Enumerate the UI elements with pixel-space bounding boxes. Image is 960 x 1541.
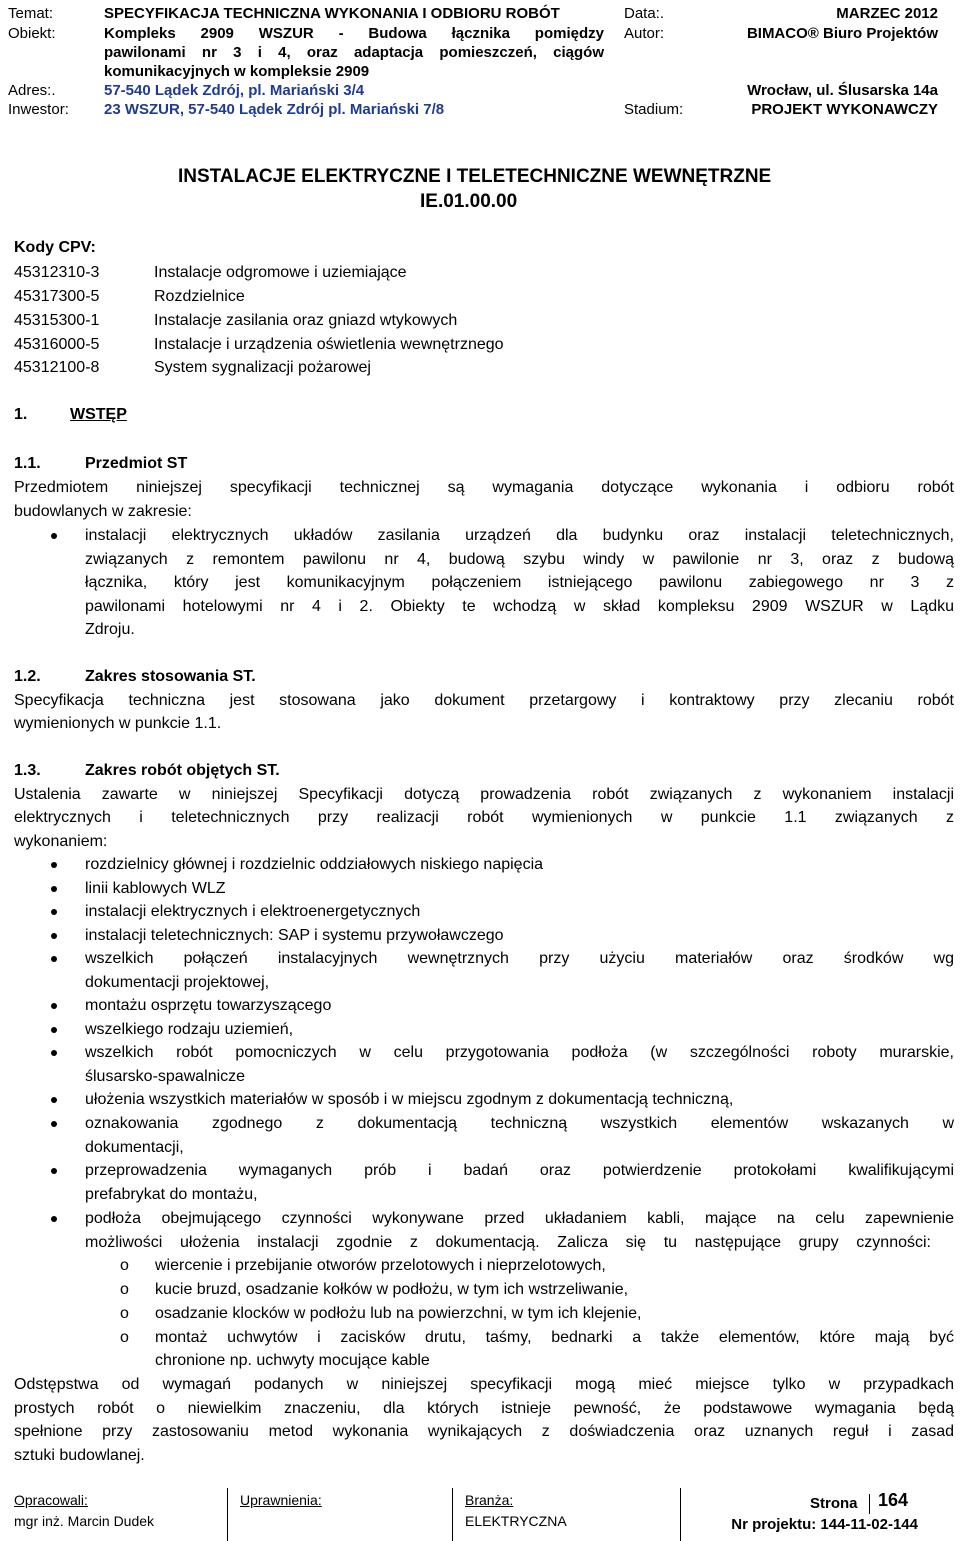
circle-bullet-icon: o: [120, 1305, 129, 1322]
paragraph-line: Przedmiotem niniejszej specyfikacji technicznej są wymagania dotyczące wykonania i odbioru robót: [14, 479, 954, 496]
bullet-line: Zdroju.: [85, 621, 135, 638]
section-1-1-title: Przedmiot ST: [85, 455, 188, 472]
paragraph-line: spełnione przy zastosowaniu metod wykonania wynikających z doświadczenia oraz uznanych reguł i zasad: [14, 1423, 954, 1440]
page-label: Strona: [810, 1495, 858, 1512]
data-label: Data:.: [624, 5, 665, 22]
cpv-heading: Kody CPV:: [14, 239, 96, 256]
inwestor-label: Inwestor:: [8, 101, 69, 118]
section-1-3-title: Zakres robót objętych ST.: [85, 762, 280, 779]
data-value: MARZEC 2012: [836, 5, 938, 22]
cpv-code: 45317300-5: [14, 288, 100, 305]
bullet-icon: [51, 533, 57, 539]
circle-bullet-icon: o: [120, 1257, 129, 1274]
subbullet-line: chronione np. uchwyty mocujące kable: [155, 1352, 430, 1369]
footer-divider: [680, 1488, 681, 1541]
bullet-icon: [51, 1027, 57, 1033]
paragraph-line: prostych robót o niewielkim znaczeniu, dla których istnieje pewność, że podstawowe wymagania będą: [14, 1400, 954, 1417]
bullet-line: wszelkiego rodzaju uziemień,: [85, 1021, 294, 1038]
bullet-line: możliwości ułożenia instalacji zgodnie z dokumentacją. Zalicza się tu następujące grupy czynności:: [85, 1234, 931, 1251]
bullet-icon: [51, 933, 57, 939]
section-1-2-title: Zakres stosowania ST.: [85, 668, 256, 685]
paragraph-line: Ustalenia zawarte w niniejszej Specyfikacji dotyczą prowadzenia robót związanych z wykonaniem instalacji: [14, 786, 954, 803]
temat-value: SPECYFIKACJA TECHNICZNA WYKONANIA I ODBIORU ROBÓT: [104, 5, 560, 22]
obiekt-line-2: pawilonami nr 3 i 4, oraz adaptacja pomieszczeń, ciągów: [104, 44, 604, 61]
paragraph-line: sztuki budowlanej.: [14, 1447, 145, 1464]
footer-divider: [452, 1488, 453, 1541]
cpv-desc: Instalacje i urządzenia oświetlenia wewnętrznego: [154, 336, 504, 353]
bullet-icon: [51, 1216, 57, 1222]
section-1-1-number: 1.1.: [14, 455, 41, 472]
paragraph-line: elektrycznych i teletechnicznych przy realizacji robót wymienionych w punkcie 1.1 związanych z: [14, 809, 954, 826]
cpv-desc: Instalacje zasilania oraz gniazd wtykowych: [154, 312, 458, 329]
obiekt-line-1: Kompleks 2909 WSZUR - Budowa łącznika pomiędzy: [104, 25, 604, 42]
bullet-line: instalacji elektrycznych układów zasilania urządzeń dla budynku oraz instalacji teletechnicznych,: [85, 527, 954, 544]
subbullet-line: wiercenie i przebijanie otworów przelotowych i nieprzelotowych,: [155, 1257, 606, 1274]
obiekt-line-3: komunikacyjnych w kompleksie 2909: [104, 63, 370, 80]
subbullet-line: kucie bruzd, osadzanie kołków w podłożu, w tym ich wstrzeliwanie,: [155, 1281, 629, 1298]
section-1-3-number: 1.3.: [14, 762, 41, 779]
adres-value: 57-540 Lądek Zdrój, pl. Mariański 3/4: [104, 82, 365, 99]
bullet-line: rozdzielnicy głównej i rozdzielnic oddziałowych niskiego napięcia: [85, 856, 544, 873]
bullet-icon: [51, 1050, 57, 1056]
bullet-line: prefabrykat do montażu,: [85, 1186, 258, 1203]
stadium-value: PROJEKT WYKONAWCZY: [751, 101, 938, 118]
footer-divider: [227, 1488, 228, 1541]
stadium-label: Stadium:: [624, 101, 684, 118]
opracowali-label: Opracowali:: [14, 1492, 88, 1508]
paragraph-line: Odstępstwa od wymagań podanych w niniejszej specyfikacji mogą mieć miejsce tylko w przypadkach: [14, 1376, 954, 1393]
bullet-icon: [51, 886, 57, 892]
cpv-desc: Instalacje odgromowe i uziemiające: [154, 264, 407, 281]
subbullet-line: montaż uchwytów i zacisków drutu, taśmy, bednarki a także elementów, które mają być: [155, 1329, 954, 1346]
opracowali-value: mgr inż. Marcin Dudek: [14, 1513, 155, 1529]
uprawnienia-label: Uprawnienia:: [240, 1492, 322, 1508]
temat-label: Temat:: [8, 5, 54, 22]
section-1-number: 1.: [14, 406, 28, 423]
bullet-line: łącznika, który jest komunikacyjnym połączeniem istniejącego pawilonu zabiegowego nr 3 z: [85, 574, 954, 591]
autor-value: BIMACO® Biuro Projektów: [746, 25, 938, 42]
bullet-icon: [51, 1097, 57, 1103]
inwestor-value: 23 WSZUR, 57-540 Lądek Zdrój pl. Mariański 7/8: [104, 101, 445, 118]
bullet-line: wszelkich połączeń instalacyjnych wewnętrznych przy użyciu materiałów oraz środków wg: [85, 950, 954, 967]
circle-bullet-icon: o: [120, 1281, 129, 1298]
bullet-line: oznakowania zgodnego z dokumentacją techniczną wszystkich elementów wskazanych w: [85, 1115, 954, 1132]
bullet-line: wszelkich robót pomocniczych w celu przygotowania podłoża (w szczególności roboty murarskie,: [85, 1044, 954, 1061]
paragraph-line: wykonaniem:: [14, 833, 108, 850]
bullet-line: ślusarsko-spawalnicze: [85, 1068, 246, 1085]
cpv-code: 45312100-8: [14, 359, 100, 376]
bullet-icon: [51, 1168, 57, 1174]
obiekt-label: Obiekt:: [8, 25, 56, 42]
bullet-line: ułożenia wszystkich materiałów w sposób i w miejscu zgodnym z dokumentacją techniczną,: [85, 1091, 734, 1108]
branza-label: Branża:: [465, 1492, 514, 1508]
bullet-icon: [51, 1121, 57, 1127]
bullet-line: podłoża obejmującego czynności wykonywane przed układaniem kabli, mające na celu zapewnienie: [85, 1210, 954, 1227]
bullet-line: linii kablowych WLZ: [85, 880, 226, 897]
bullet-icon: [51, 862, 57, 868]
section-1-title: WSTĘP: [70, 406, 127, 423]
document-title: INSTALACJE ELEKTRYCZNE I TELETECHNICZNE WEWNĘTRZNE: [178, 166, 772, 187]
project-number: Nr projektu: 144-11-02-144: [731, 1516, 918, 1533]
bullet-line: związanych z remontem pawilonu nr 4, budową szybu windy w pawilonie nr 3, oraz z budową: [85, 551, 954, 568]
subbullet-line: osadzanie klocków w podłożu lub na powierzchni, w tym ich klejenie,: [155, 1305, 642, 1322]
bullet-line: przeprowadzenia wymaganych prób i badań oraz potwierdzenie protokołami kwalifikującymi: [85, 1162, 954, 1179]
autor-label: Autor:: [624, 25, 665, 42]
paragraph-line: Specyfikacja techniczna jest stosowana jako dokument przetargowy i kontraktowy przy zlecaniu robót: [14, 692, 954, 709]
branza-value: ELEKTRYCZNA: [465, 1513, 567, 1529]
cpv-desc: System sygnalizacji pożarowej: [154, 359, 371, 376]
bullet-line: instalacji elektrycznych i elektroenergetycznych: [85, 903, 421, 920]
cpv-desc: Rozdzielnice: [154, 288, 245, 305]
autor-city: Wrocław, ul. Ślusarska 14a: [747, 82, 938, 99]
section-1-2-number: 1.2.: [14, 668, 41, 685]
paragraph-line: wymienionych w punkcie 1.1.: [14, 715, 222, 732]
bullet-line: pawilonami hotelowymi nr 4 i 2. Obiekty te wchodzą w skład kompleksu 2909 WSZUR w Lądku: [85, 598, 954, 615]
bullet-line: instalacji teletechnicznych: SAP i systemu przywoławczego: [85, 927, 504, 944]
bullet-line: montażu osprzętu towarzyszącego: [85, 997, 332, 1014]
cpv-code: 45316000-5: [14, 336, 100, 353]
document-code: IE.01.00.00: [420, 191, 518, 212]
bullet-icon: [51, 1003, 57, 1009]
page-number: 164: [878, 1490, 909, 1510]
adres-label: Adres:.: [8, 82, 56, 99]
bullet-line: dokumentacji projektowej,: [85, 974, 270, 991]
bullet-icon: [51, 909, 57, 915]
bullet-line: dokumentacji,: [85, 1139, 184, 1156]
page-divider: [869, 1494, 870, 1514]
paragraph-line: budowlanych w zakresie:: [14, 503, 192, 520]
cpv-code: 45312310-3: [14, 264, 100, 281]
circle-bullet-icon: o: [120, 1329, 129, 1346]
bullet-icon: [51, 956, 57, 962]
cpv-code: 45315300-1: [14, 312, 100, 329]
